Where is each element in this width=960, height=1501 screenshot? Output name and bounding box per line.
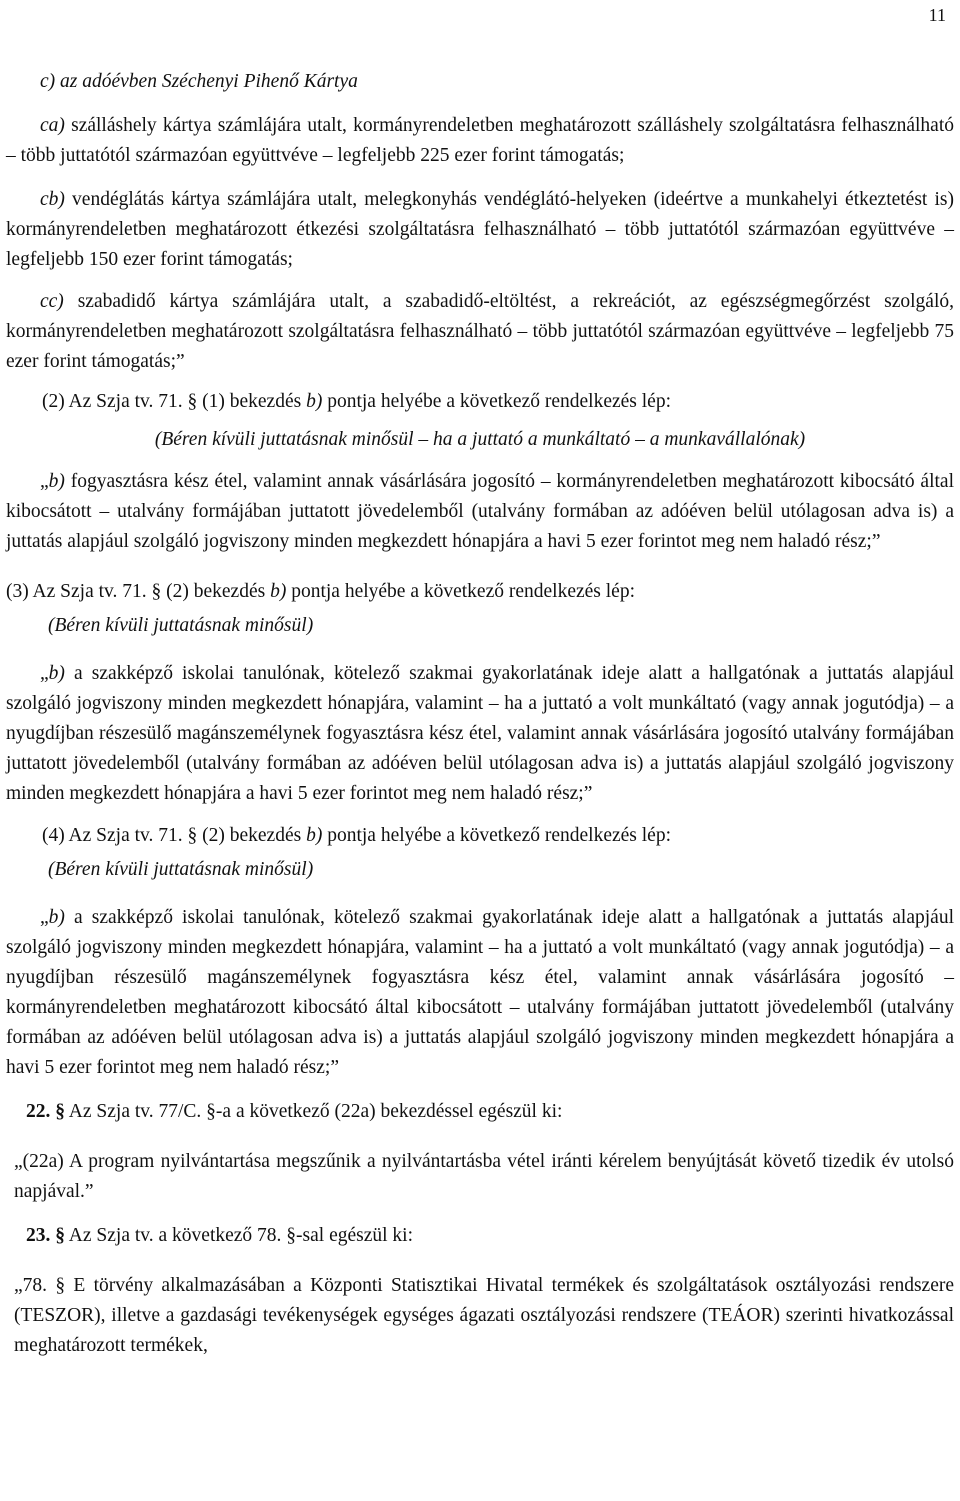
paragraph-3-intro (6, 577, 954, 607)
text-run: cc) (40, 291, 64, 312)
text-run: a szakképző iskolai tanulónak, kötelező szakmai gyakorlatának ideje alatt a hallgatónak a juttatás alapjául szolgáló jogviszony minden megkezdett hónapjára, valamint – ha a juttató a volt munkáltató (vagy annak jogutódja) – a nyugdíjban részesülő magánszemélynek fogyasztásra kész étel, valamint annak vásárlására jogosító – kormányrendeletben meghatározott kibocsátó által kibocsátott – utalvány formájában juttatott jövedelemből (utalvány formában az adóéven belül utólagosan adva is) a juttatás alapjául szolgáló jogviszony minden megkezdett hónapjára a havi 5 ezer forintot meg nem haladó rész;” (6, 907, 954, 1078)
text-run: c) az adóévben Széchenyi Pihenő Kártya (40, 71, 358, 92)
text-run: Az Szja tv. a következő 78. §-sal egészül ki: (65, 1225, 414, 1246)
paragraph-2-point-b (6, 467, 954, 557)
text-run: (Béren kívüli juttatásnak minősül) (48, 859, 314, 880)
section-78-text (6, 1271, 954, 1361)
text-run: b) (306, 825, 323, 846)
text-run: pontja helyébe a következő rendelkezés lép: (322, 825, 672, 846)
paragraph-3-point-b (6, 659, 954, 809)
text-run: (Béren kívüli juttatásnak minősül – ha a juttató a munkáltató – a munkavállalónak) (154, 429, 806, 450)
text-run: „ (40, 907, 49, 928)
text-run: (4) Az Szja tv. 71. § (2) bekezdés (42, 825, 307, 846)
text-run: „(22a) A program nyilvántartása megszűnik a nyilvántartásba vétel iránti kérelem benyújtását követő tizedik év utolsó napjával.” (14, 1151, 954, 1202)
text-run: b) (48, 907, 65, 928)
text-run: cb) (40, 189, 65, 210)
section-22a-text (6, 1147, 954, 1207)
paragraph-2-intro (6, 387, 954, 417)
text-run: b) (270, 581, 287, 602)
heading-c (6, 67, 954, 97)
text-run: b) (48, 663, 65, 684)
text-run: „ (40, 663, 49, 684)
section-22 (6, 1097, 954, 1127)
text-run: fogyasztásra kész étel, valamint annak vásárlására jogosító – kormányrendeletben meghatározott kibocsátó által kibocsátott – utalvány formájában juttatott jövedelemből (utalvány formában az adóéven belül utólagosan adva is) a juttatás alapjául szolgáló jogviszony minden megkezdett hónapjára a havi 5 ezer forintot meg nem haladó rész;” (6, 471, 954, 552)
paragraph-4-heading (6, 855, 954, 885)
text-run: „ (40, 471, 49, 492)
section-23 (6, 1221, 954, 1251)
paragraph-4-intro (6, 821, 954, 851)
page-number: 11 (928, 5, 946, 25)
clause-cb (6, 185, 954, 275)
text-run: „78. § E törvény alkalmazásában a Központi Statisztikai Hivatal termékek és szolgáltatások osztályozási rendszere (TESZOR), illetve a gazdasági tevékenységek egységes ágazati osztályozási rendszere (TEÁOR) szerinti hivatkozással meghatározott termékek, (14, 1275, 954, 1356)
text-run: 23. § (26, 1225, 65, 1246)
text-run: b) (48, 471, 65, 492)
text-run: (3) Az Szja tv. 71. § (2) bekezdés (6, 581, 271, 602)
text-run: Az Szja tv. 77/C. §-a a következő (22a) bekezdéssel egészül ki: (65, 1101, 563, 1122)
text-run: pontja helyébe a következő rendelkezés lép: (322, 391, 672, 412)
text-run: 22. § (26, 1101, 65, 1122)
paragraph-3-heading (6, 611, 954, 641)
clause-ca (6, 111, 954, 171)
text-run: (Béren kívüli juttatásnak minősül) (48, 615, 314, 636)
text-run: szálláshely kártya számlájára utalt, kormányrendeletben meghatározott szálláshely szolgáltatásra felhasználható – több juttatótól származóan együttvéve – legfeljebb 225 ezer forint támogatás; (6, 115, 954, 166)
text-run: a szakképző iskolai tanulónak, kötelező szakmai gyakorlatának ideje alatt a hallgatónak a juttatás alapjául szolgáló jogviszony minden megkezdett hónapjára, valamint – ha a juttató a volt munkáltató (vagy annak jogutódja) – a nyugdíjban részesülő magánszemélynek fogyasztásra kész étel, valamint annak vásárlására jogosító utalvány formájában juttatott jövedelemből (utalvány formában az adóéven belül utólagosan adva is) a juttatás alapjául szolgáló jogviszony minden megkezdett hónapjára a havi 5 ezer forintot meg nem haladó rész;” (6, 663, 954, 804)
text-run: vendéglátás kártya számlájára utalt, melegkonyhás vendéglátó-helyeken (ideértve a munkahelyi étkeztetést is) kormányrendeletben meghatározott étkezési szolgáltatásra felhasználható – több juttatótól származóan együttvéve – legfeljebb 150 ezer forint támogatás; (6, 189, 954, 270)
text-run: b) (306, 391, 323, 412)
clause-cc (6, 287, 954, 377)
text-run: ca) (40, 115, 65, 136)
text-run: pontja helyébe a következő rendelkezés lép: (286, 581, 636, 602)
paragraph-4-point-b (6, 903, 954, 1083)
text-run: (2) Az Szja tv. 71. § (1) bekezdés (42, 391, 307, 412)
paragraph-2-heading (6, 425, 954, 455)
document-body (6, 67, 954, 1361)
text-run: szabadidő kártya számlájára utalt, a szabadidő-eltöltést, a rekreációt, az egészségmegőrzést szolgáló, kormányrendeletben meghatározott szolgáltatásra felhasználható – több juttatótól származóan együttvéve – legfeljebb 75 ezer forint támogatás;” (6, 291, 954, 372)
